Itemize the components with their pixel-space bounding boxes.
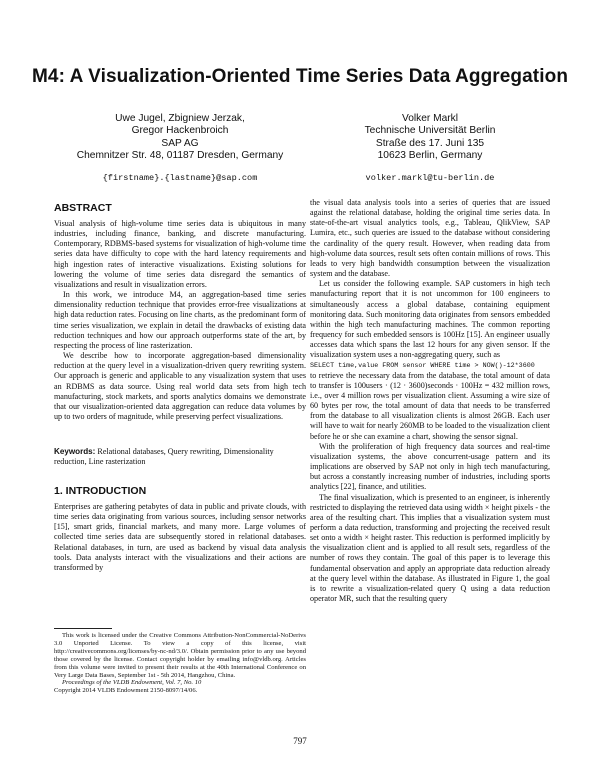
author-block-tu-berlin (320, 113, 540, 184)
author-email: {firstname}.{lastname}@sap.com (102, 172, 258, 183)
address-line: Straße des 17. Juni 135 (375, 137, 485, 149)
abstract-heading: ABSTRACT (54, 202, 112, 214)
author-line: Uwe Jugel, Zbigniew Jerzak, (115, 113, 245, 124)
introduction-heading: 1. INTRODUCTION (54, 485, 147, 497)
affiliation-line: Technische Universität Berlin (364, 125, 496, 137)
author-block-sap (60, 113, 300, 184)
paper-title: M4: A Visualization-Oriented Time Series Data Aggregation (31, 66, 569, 87)
footnote-rule (54, 628, 112, 629)
right-column (310, 198, 550, 604)
body-paragraph: The final visualization, which is presented to an engineer, is inherently restricted to displaying the retrieved data using width × height pixels - the area of the resulting chart. This implies that a visualization system must perform a data reduction, transforming and projecting the received result set onto a width × height raster. This reduction is performed implicitly by the visualization client and is applied to all result sets, regardless of the number of rows they contain. The goal of this paper is to leverage this fundamental observation and apply an appropriate data reduction already at the query level within the database. As illustrated in Figure 1, the goal is to rewrite a visualization-related query Q using a data reduction operator MR, such that the resulting query (310, 492, 550, 604)
author-line: Volker Markl (401, 113, 459, 124)
license-text: This work is licensed under the Creative Commons Attribution-NonCommercial-NoDerivs 3.0 Unported License. To view a copy of this license, visit http://creativecommons.org/licenses/by-nc-nd/3.0/. Obtain permission prior to any use beyond those covered by the license. Contact copyright holder by emailing info@vldb.org. Articles from this volume were invited to present their results at the 40th International Conference on Very Large Data Bases, September 1st - 5th 2014, Hangzhou, China. (54, 632, 306, 679)
address-line: 10623 Berlin, Germany (377, 150, 483, 162)
intro-paragraph: Enterprises are gathering petabytes of data in public and private clouds, with time series data originating from various sources, including sensor networks [15], smart grids, financial markets, and many more. Large volumes of collected time series data are subsequently stored in relational databases. Relational databases, in turn, are used as backend by visual data analysis tools. Data analysts interact with the visualizations and their actions are transformed by (54, 502, 306, 572)
keywords-label: Keywords: (54, 447, 96, 456)
sql-query: SELECT time,value FROM sensor WHERE time > NOW()-12*3600 (310, 361, 535, 370)
copyright-line: Copyright 2014 VLDB Endowment 2150-8097/14/06. (54, 687, 198, 695)
body-paragraph: the visual data analysis tools into a series of queries that are issued against the relational database, holding the original time series data. In state-of-the-art visual analytics tools, e.g., Tableau, QlikView, SAP Lumira, etc., such queries are issued to the database without considering the cardinality of the query result. However, when reading data from high-volume data sources, result sets often contain millions of rows. This leads to very high bandwidth consumption between the visualization system and the database. (310, 198, 550, 279)
page-number: 797 (293, 736, 307, 746)
body-paragraph: to retrieve the necessary data from the database, the total amount of data to transfer is 100users · (12 · 3600)seconds · 100Hz = 432 million rows, i.e., over 4 million rows per visualization client. Assuming a wire size of 60 bytes per row, the total amount of data that needs to be transferred from the database to all visualization clients is almost 26GB. Each user will have to wait for nearly 260MB to be loaded to the visualization client before he or she can examine a chart, showing the sensor signal. (310, 370, 550, 441)
affiliation-line: SAP AG (161, 137, 199, 149)
proceedings-line: Proceedings of the VLDB Endowment, Vol. 7, No. 10 (62, 679, 202, 687)
abstract-paragraph: Visual analysis of high-volume time series data is ubiquitous in many industries, including finance, banking, and discrete manufacturing. Contemporary, RDBMS-based systems for visualization of high-volume time series data have difficulty to cope with the hard latency requirements and high ingestion rates of interactive visualizations. Existing solutions for lowering the volume of time series data disregard the semantics of visualizations and result in visualization errors. (54, 219, 306, 289)
abstract-body (54, 219, 306, 422)
keywords-text: Relational databases, Query rewriting, Dimensionality reduction, Line rasterization (54, 447, 274, 467)
introduction-body (54, 502, 306, 573)
body-paragraph: With the proliferation of high frequency data sources and real-time visualization systems, the above concurrent-usage pattern and its implications are observed by SAP not only in high tech manufacturing, but across a constantly increasing number of industries, including sports analytics [22], finance, and utilities. (310, 441, 550, 492)
address-line: Chemnitzer Str. 48, 01187 Dresden, Germany (76, 150, 284, 162)
keywords (54, 447, 306, 467)
author-email: volker.markl@tu-berlin.de (365, 172, 495, 183)
license-footnote (54, 632, 306, 695)
abstract-paragraph: We describe how to incorporate aggregation-based dimensionality reduction at the query level in a visualization-driven query rewriting system. Our approach is generic and applicable to any visualization system that uses an RDBMS as data source. Using real world data sets from high tech manufacturing, stock markets, and sports analytics domains we demonstrate that our visualization-oriented data aggregation can reduce data volumes by up to two orders of magnitude, while preserving perfect visualizations. (54, 351, 306, 421)
body-paragraph: Let us consider the following example. SAP customers in high tech manufacturing report that it is not uncommon for 100 engineers to simultaneously access a global database, containing equipment monitoring data. Such monitoring data originates from sensors embedded within the high tech manufacturing machines. The common reporting frequency for such embedded sensors is 100Hz [15]. An engineer usually accesses data which spans the last 12 hours for any given sensor. If the visualization system uses a non-aggregating query, such as (310, 279, 550, 360)
author-line: Gregor Hackenbroich (131, 125, 229, 137)
abstract-paragraph: In this work, we introduce M4, an aggregation-based time series dimensionality reduction technique that provides error-free visualizations at high data reduction rates. Focusing on line charts, as the predominant form of time series visualization, we explain in detail the drawbacks of existing data reduction techniques and how our approach outperforms state of the art, by respecting the process of line rasterization. (54, 290, 306, 350)
